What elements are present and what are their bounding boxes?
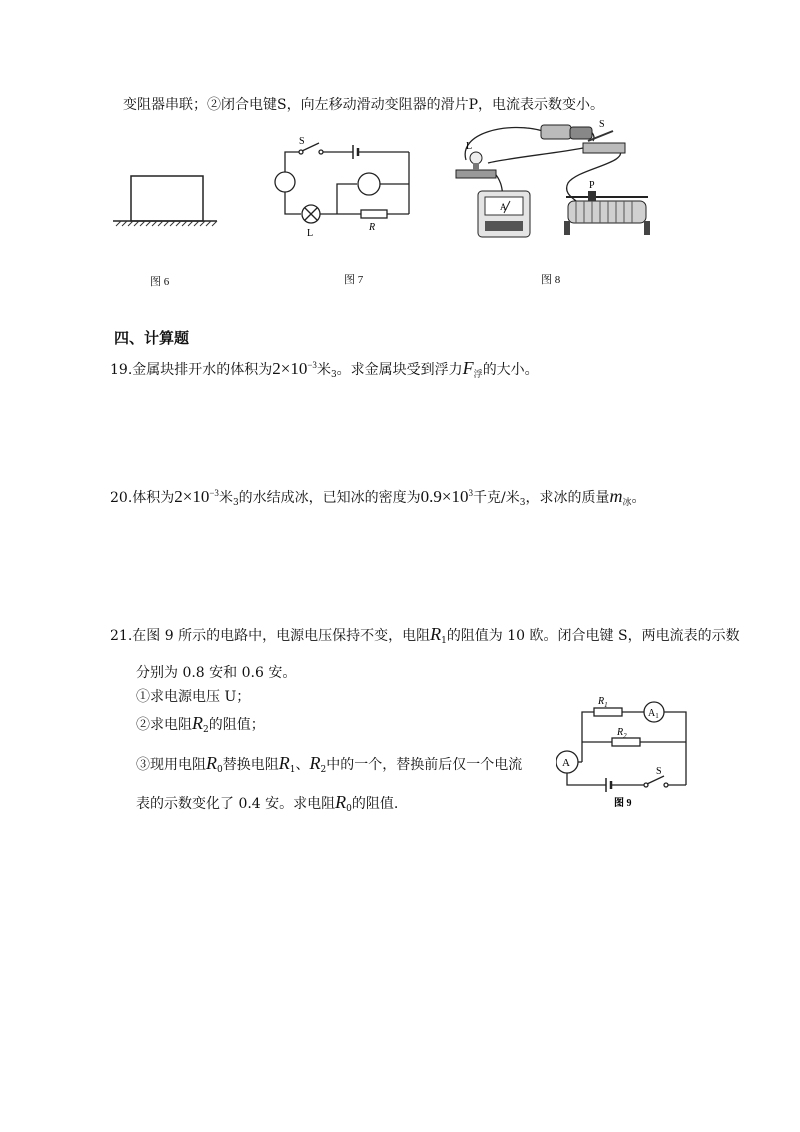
q21-part3-r1-sub: 1 (289, 765, 296, 775)
q19-text-c: 的大小。 (482, 362, 539, 378)
q21-part2-b: 的阻值； (208, 717, 265, 733)
q21-part4-r0-sub: 0 (346, 804, 352, 814)
question-21-part-4 (136, 793, 398, 818)
fig9-r1-label: $R_1$ (598, 696, 608, 709)
q21-part4-r0: R (335, 792, 347, 812)
question-21-part-1: ①求电源电压 U； (136, 689, 251, 705)
q20-coef: 2×10 (174, 487, 210, 506)
q19-unit-sub: 3 (330, 370, 337, 380)
q21-r1-sub: 1 (441, 636, 447, 646)
q21-part4-b: 的阻值. (351, 796, 399, 812)
section-title: 四、计算题 (114, 329, 190, 347)
battery-cell (570, 127, 592, 139)
bulb-icon (470, 152, 482, 164)
figure-6 (110, 168, 220, 230)
q21-part4-a: 表的示数变化了 0.4 安。求电阻 (136, 796, 336, 812)
figure-6-caption: 图 6 (150, 276, 170, 288)
resistor-symbol (361, 210, 387, 218)
q21-r0-sub: 0 (217, 765, 223, 775)
q21-part3-r2: R (309, 753, 321, 773)
q20-exp: −3 (209, 488, 219, 498)
intro-line: 变阻器串联；②闭合电键S，向左移动滑动变阻器的滑片P，电流表示数变小。 (123, 97, 605, 113)
lamp-base (456, 170, 496, 178)
q19-text-a: 金属块排开水的体积为 (132, 362, 273, 378)
q21-part3-r1: R (278, 753, 290, 773)
fig9-r2-label: $R_2$ (617, 727, 627, 740)
q20-number: 20. (110, 490, 133, 506)
rheostat-slider (588, 191, 596, 201)
figure-9-caption: 图 9 (614, 798, 632, 809)
fig8-switch-label: S (599, 119, 605, 130)
q21-part2-a: ②求电阻 (136, 717, 192, 733)
q19-exp: −3 (307, 360, 317, 370)
fig8-slider-label: P (589, 180, 595, 191)
q21-part3-sep: 、 (295, 757, 310, 773)
battery-cell (541, 125, 571, 139)
question-19 (110, 356, 539, 384)
q20-end: 。 (631, 490, 646, 506)
q19-unit: 米 (316, 362, 331, 378)
r1-resistor-symbol (594, 708, 622, 716)
q20-density-exp: 3 (468, 488, 474, 498)
fig7-switch-label: S (299, 136, 305, 147)
q21-part3-r2-sub: 2 (320, 765, 327, 775)
q21-number: 21. (110, 628, 133, 644)
question-21-line-2: 分别为 0.8 安和 0.6 安。 (136, 665, 297, 681)
fig9-switch-label: S (656, 766, 662, 777)
question-21-line-1 (110, 625, 740, 650)
figure-7-caption: 图 7 (344, 274, 364, 286)
q20-density-unit-sub: 3 (519, 498, 526, 508)
q20-var: m (609, 486, 623, 506)
left-meter-circle (275, 172, 295, 192)
q19-var-sub: 浮 (473, 370, 483, 380)
q20-unit: 米 (218, 490, 233, 506)
q19-text-b: 。求金属块受到浮力 (336, 362, 463, 378)
q20-text-a: 体积为 (132, 490, 175, 506)
switch-base (583, 143, 625, 153)
q21-line1-a: 在图 9 所示的电路中，电源电压保持不变，电阻 (132, 628, 431, 644)
q21-r1: R (430, 624, 442, 644)
q21-r2: R (192, 713, 203, 733)
q21-part3-b: 替换电阻 (222, 757, 279, 773)
q20-density-unit: 千克/米 (473, 490, 520, 506)
question-21-part-3 (136, 754, 522, 779)
figure-8-caption: 图 8 (541, 274, 561, 286)
figure-9 (556, 690, 701, 810)
fig7-lamp-label: L (307, 228, 314, 239)
block-shape (131, 176, 203, 221)
wire (582, 712, 594, 762)
wire (285, 152, 299, 170)
q19-number: 19. (110, 362, 133, 378)
q20-var-sub: 冰 (622, 498, 632, 508)
right-meter-circle (358, 173, 380, 195)
question-21-part-2 (136, 714, 265, 739)
q20-text-c: ，求冰的质量 (525, 490, 610, 506)
fig9-a-label: A (562, 757, 570, 769)
figure-7 (265, 132, 425, 242)
q19-var: F (462, 358, 474, 378)
rheostat-coil (568, 201, 646, 223)
q21-part3-c: 中的一个，替换前后仅一个电流 (326, 757, 523, 773)
fig9-a1-label: $A_1$ (648, 708, 659, 720)
q20-unit-sub: 3 (232, 498, 239, 508)
q21-r2-sub: 2 (203, 725, 209, 735)
fig8-lamp-label: L (466, 141, 473, 152)
q20-text-b: 的水结成冰，已知冰的密度为 (238, 490, 421, 506)
figure-8 (448, 113, 658, 253)
q19-coef: 2×10 (272, 359, 308, 378)
q20-density: 0.9×10 (420, 487, 469, 506)
fig7-resistor-label: R (369, 222, 376, 233)
q21-line1-b: 的阻值为 10 欧。闭合电键 S，两电流表的示数 (446, 628, 740, 644)
question-20 (110, 484, 645, 512)
q21-r0: R (206, 753, 217, 773)
switch-blade (647, 776, 664, 784)
q21-part3-a: ③现用电阻 (136, 757, 206, 773)
fig8-meter-label: A (500, 202, 507, 212)
